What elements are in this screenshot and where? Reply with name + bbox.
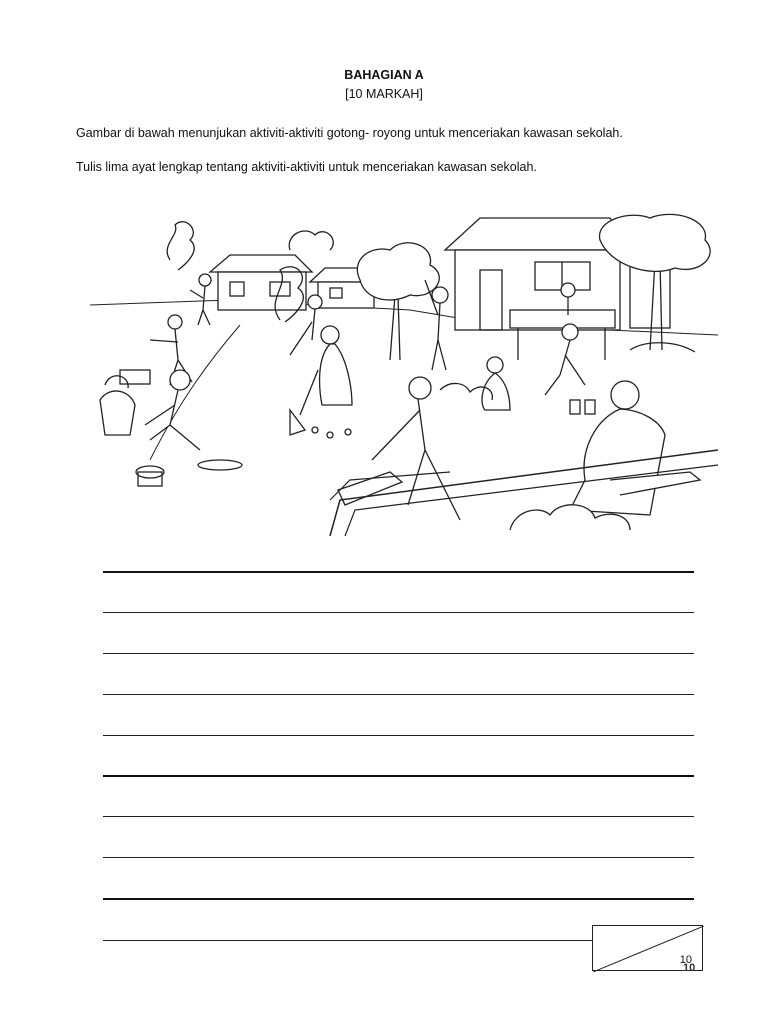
answer-line[interactable] (103, 694, 694, 695)
answer-line[interactable] (103, 816, 694, 817)
answer-line[interactable] (103, 857, 694, 858)
gotong-royong-illustration (90, 210, 718, 536)
section-marks: [10 MARKAH] (345, 87, 423, 101)
answer-line[interactable] (103, 612, 694, 613)
instruction-line-1: Gambar di bawah menunjukan aktiviti-aktiviti gotong- royong untuk menceriakan kawasan sekolah. (76, 126, 623, 140)
answer-line[interactable] (103, 898, 694, 900)
answer-line[interactable] (103, 571, 694, 573)
answer-line[interactable] (103, 653, 694, 654)
mark-box-score: 10 (679, 954, 692, 966)
page-number: 10 (683, 962, 696, 974)
answer-line[interactable] (103, 940, 593, 941)
answer-line[interactable] (103, 735, 694, 736)
instruction-line-2: Tulis lima ayat lengkap tentang aktiviti-aktiviti untuk menceriakan kawasan sekolah. (76, 160, 537, 174)
answer-line[interactable] (103, 775, 694, 777)
house-left-icon (210, 255, 380, 310)
section-title: BAHAGIAN A (344, 68, 424, 82)
